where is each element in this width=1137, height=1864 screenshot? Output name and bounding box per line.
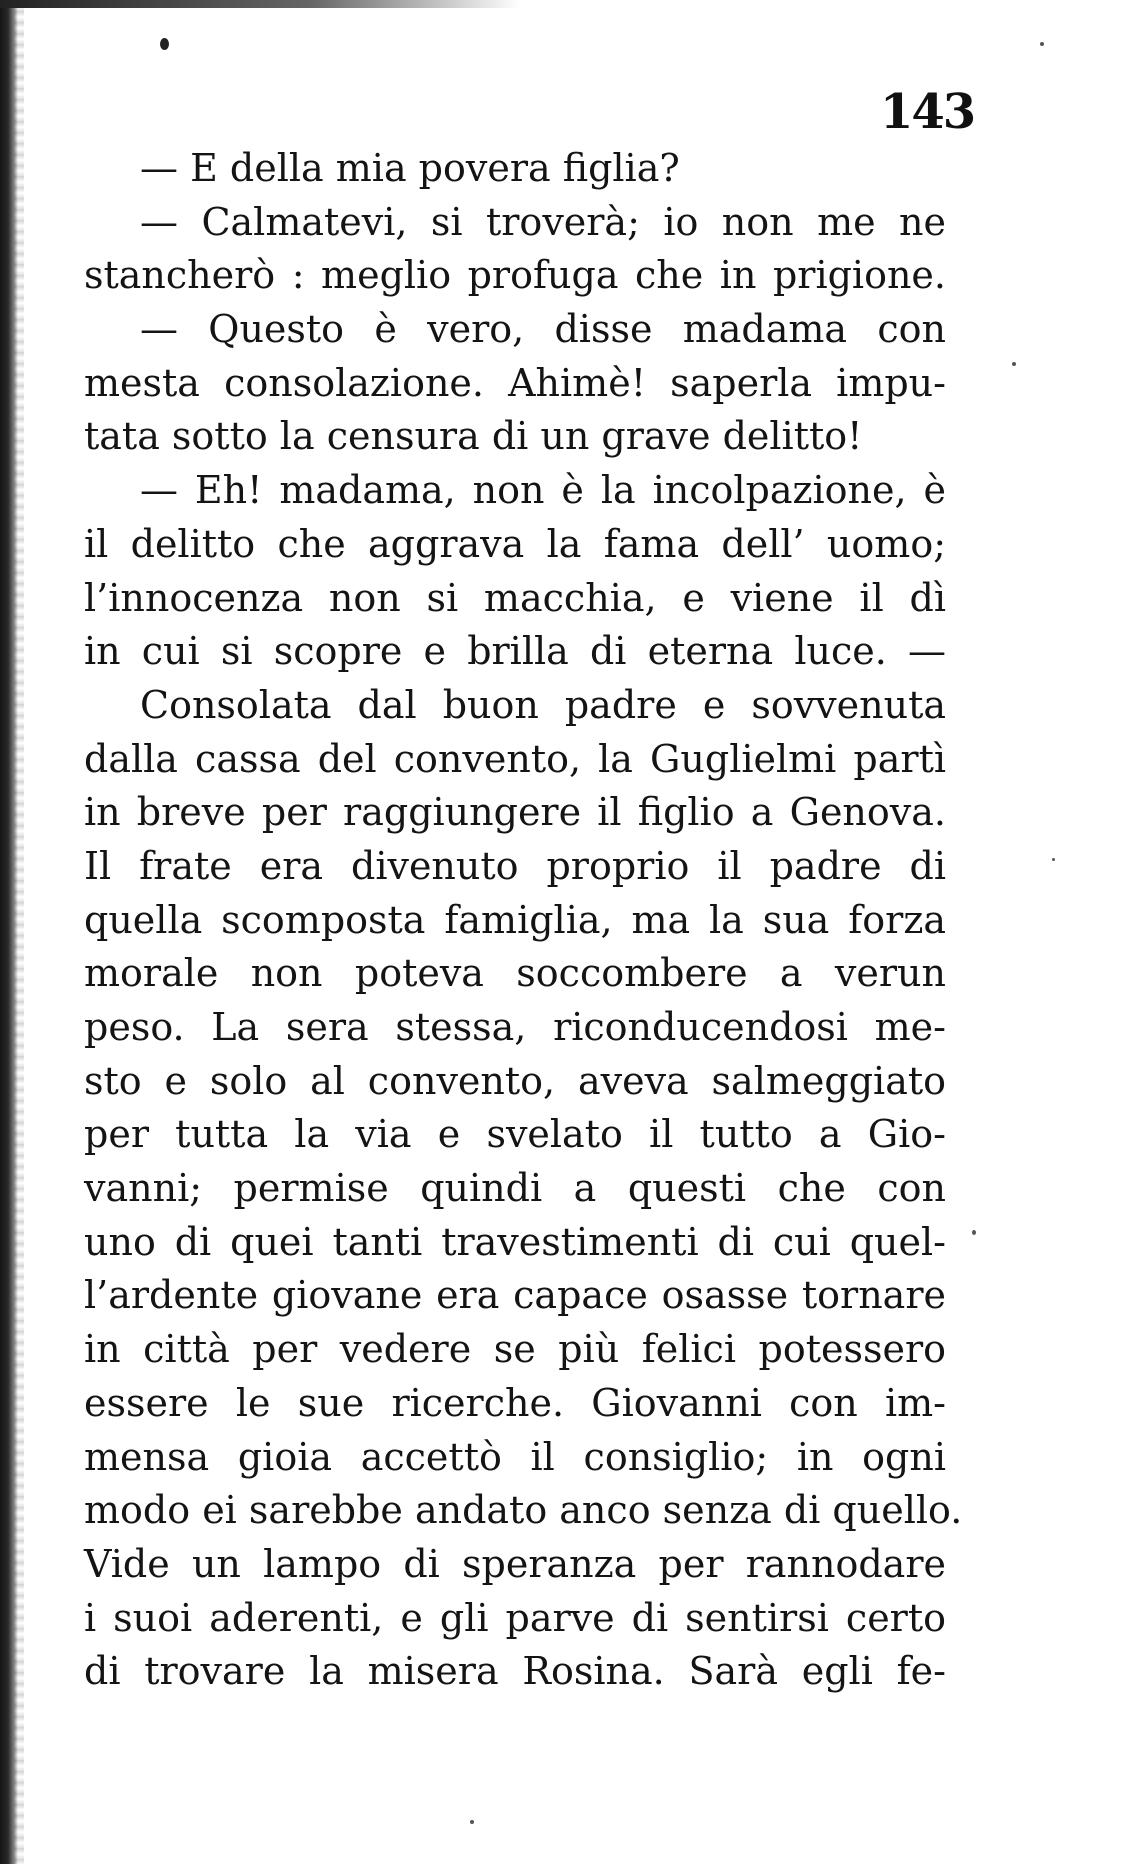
text-line: tata sotto la censura di un grave delitto! [84,414,863,459]
text-line: peso. La sera stessa, riconducendosi me- [84,1005,946,1049]
text-line: in breve per raggiungere il figlio a Genova. [84,790,946,835]
text-line: i suoi aderenti, e gli parve di sentirsi certo [84,1595,946,1640]
text-line: in cui si scopre e brilla di eterna luce. — [84,629,946,674]
text-line: quella scomposta famiglia, ma la sua forza [84,897,946,942]
text-line: l’innocenza non si macchia, e viene il dì [84,575,946,620]
text-line: per tutta la via e svelato il tutto a Gio- [84,1112,946,1157]
page-body-text [84,142,963,1699]
text-line: mesta consolazione. Ahimè! saperla impu- [84,360,946,405]
page-number: 143 [880,84,975,140]
print-speck [470,1820,474,1824]
text-line: l’ardente giovane era capace osasse tornare [84,1273,946,1318]
text-line: — Calmatevi, si troverà; io non me ne [140,199,946,244]
text-line: vanni; permise quindi a questi che con [84,1166,946,1211]
text-line: mensa gioia accettò il consiglio; in ogni [84,1434,946,1479]
text-line: Il frate era divenuto proprio il padre di [84,843,946,888]
text-line: dalla cassa del convento, la Guglielmi partì [84,736,946,781]
text-line: Vide un lampo di speranza per rannodare [84,1541,946,1586]
text-line: — Questo è vero, disse madama con [140,307,946,352]
text-line: uno di quei tanti travestimenti di cui quel- [84,1219,946,1264]
text-line: di trovare la misera Rosina. Sarà egli fe- [84,1649,946,1694]
text-line: — E della mia povera figlia? [140,146,680,190]
text-line: modo ei sarebbe andato anco senza di quello. [84,1488,963,1533]
text-line: — Eh! madama, non è la incolpazione, è [140,468,946,513]
text-line: essere le sue ricerche. Giovanni con im- [84,1380,946,1425]
text-line: Consolata dal buon padre e sovvenuta [140,682,946,727]
text-line: stancherò : meglio profuga che in prigione. [84,253,946,298]
print-speck [972,1230,976,1235]
print-speck [160,38,169,50]
top-edge-shadow [0,0,520,8]
text-line: morale non poteva soccombere a verun [84,951,946,996]
text-line: in città per vedere se più felici potessero [84,1327,946,1372]
spine-shadow [14,0,24,1864]
text-line: il delitto che aggrava la fama dell’ uomo; [84,521,946,566]
print-speck [1012,362,1016,366]
text-line: sto e solo al convento, aveva salmeggiato [84,1058,946,1103]
print-speck [1052,858,1055,861]
print-speck [1040,42,1044,46]
